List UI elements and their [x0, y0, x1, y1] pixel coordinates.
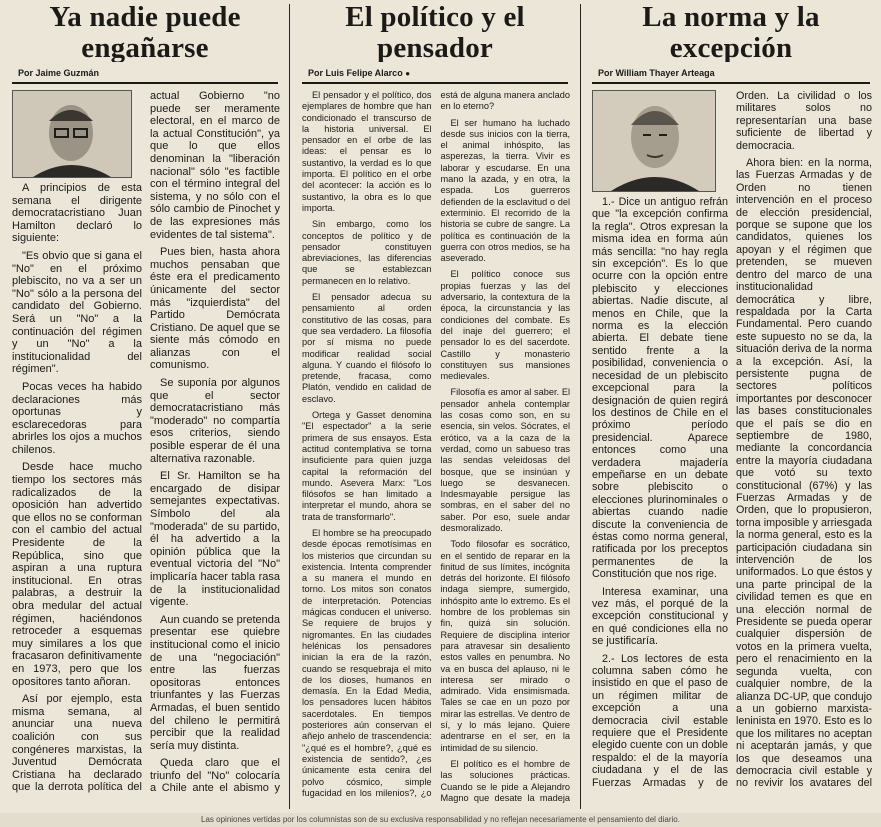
article-paragraph: Pues bien, hasta ahora muchos pensaban que éste era el predicamento únicamente del sector más "izquierdista" del Partido Demócrata Cristiano. De aquel que se siente más cómodo en alianzas con el comunismo. [150, 246, 280, 372]
author-photo [12, 90, 132, 178]
article-paragraph: Ahora bien: en la norma, las Fuerzas Armadas y de Orden no tienen intervención en el proceso de elección presidencial, porque se supone que los candidatos, quienes los apoyan y el régimen que pretenden, se mueven dentro del marco de una institucionalidad democrática y libre, respaldada por la Carta Fundamental. Pero cuando este supuesto no se da, la situación deriva de la norma a la excepción. Así, la persistente pugna de sectores políticos importantes por desconocer las bases constitucionales que el país se dio en septiembre de 1980, mediante la concordancia entre la mayoría ciudadana que votó su texto constitucional (67%) y las Fuerzas Armadas y de Orden, que lo propusieron, torna imposible y arriesgada la norma general, esto es la participación ciudadana sin intervención de los uniformados. Lo que éstos y una parte principal de la civilidad temen es que en una elección normal de Presidente se pueda operar cualquier dispersión de votos en la primera vuelta, pero el renacimiento en la segunda vuelta, con cualquier nombre, de la alianza DC-UP, que condujo a un gobierno marxista-leninista en 1970. Esto es lo que los militares no aceptan ni aceptarán jamás, y que los que deseamos una democracia civil estable y no revivir los avatares del [736, 157, 872, 790]
article-body [6, 90, 284, 802]
article-paragraph: El político es el hombre de las soluciones prácticas. Cuando se le pide a Alejandro Magno que desate la madeja [440, 758, 570, 803]
column-rule [580, 4, 581, 809]
article-body [586, 90, 876, 796]
article-paragraph: Desde hace mucho tiempo los sectores más radicalizados de la oposición han advertido que ellos no se conforman con el cambio del actual Presidente de la República, sino que aspiran a una ruptura institucional. En otras palabras, a destruir la obra medular del actual régimen, haciéndonos retroceder a esquemas muy similares a los que fracasaron definitivamente en 1973, pero que los opositores tanto añoran. [12, 461, 142, 688]
article-paragraph: El Sr. Hamilton se ha encargado de disipar semejantes expectativas. Símbolo del ala "moderada" de su partido, él ha advertido a la opinión pública que la eventual victoria del "No" implicaría hacer tabla rasa de la institucionalidad vigente. [150, 470, 280, 609]
article-paragraph: Interesa examinar, una vez más, el porqué de la excepción constitucional y en qué condiciones ella no se justificaría. [592, 585, 728, 648]
divider [12, 82, 278, 84]
byline-line [308, 68, 574, 78]
divider [302, 82, 568, 84]
paragraphs [592, 90, 876, 796]
article-paragraph: El político conoce sus propias fuerzas y las del adversario, la contextura de la época, la circunstancia y las condiciones del combate. Es del inaje del guerrero; el pensador lo es del sacerdote. Castillo y monasterio constituyen sus mansiones medievales. [440, 269, 570, 382]
article-body [296, 90, 574, 805]
article-paragraph: 1.- Dice un antiguo refrán que "la excepción confirma la regla". Otros expresan la misma idea en forma aún más sencilla: "no hay regla sin excepción". Es lo que ocurre con la opción entre plebiscito y elecciones abiertas. Nadie discute, al menos en Chile, que la norma es la elección abierta. El debate tiene sentido frente a la posibilidad, conveniencia o necesidad de un plebiscito excepcional para la designación de quien regirá los destinos de Chile en el próximo período presidencial. Aparece entonces como una verdadera majadería empeñarse en un debate sobre plebiscito o elecciones plurinominales o abiertas cuando nadie discute la conveniencia de éstas como norma general, ratificada por los preceptos permanentes de la Constitución que nos rige. [592, 196, 728, 581]
page-footer-disclaimer: Las opiniones vertidas por los columnistas son de su exclusiva responsabilidad y no reflejan necesariamente el pensamiento del diario. [0, 813, 881, 827]
article-paragraph: Se suponía por algunos que el sector democratacristiano más "moderado" no compartía esos criterios, siendo posible esperar de él una alternativa razonable. [150, 377, 280, 465]
article-paragraph: Todo filosofar es socrático, en el sentido de reparar en la finitud de sus límites, incógnita detrás del horizonte. El filósofo indaga siempre, sumergido, inhóspito ante lo extremo. Es el hombre de los problemas sin fin, quizá sin solución. Requiere de disciplina interior para atravesar sin desaliento estos valles en penumbra. No va en busca del aplauso, ni le interesa ser mirado o admirado. Vida ensimismada. Tales se cae en un pozo por mirar las estrellas. Ve dentro de sí, y lo más lejano. Quiere adentrarse en el ser, en la intimidad de su silencio. [440, 539, 570, 753]
article-paragraph: Sin embargo, como los conceptos de político y de pensador constituyen abreviaciones, las diferencias que se establezcan permanecen en lo relativo. [302, 219, 432, 286]
divider [592, 82, 870, 84]
article-guzman [6, 0, 284, 812]
article-alarco [296, 0, 574, 812]
headline: El político y el pensador [345, 1, 525, 62]
article-paragraph: "Es obvio que si gana el "No" en el próximo plebiscito, no va a ser un "No" sólo a la persona del candidato del Gobierno. Será un "No" a la continuación del régimen y un "No" a la institucionalidad del régimen". [12, 249, 142, 376]
article-paragraph: Así por ejemplo, esta misma semana, al anunciar una nueva coalición con sus congéneres marxistas, la Juventud Demócrata Cristiana ha declarado que la derrota política del actual Gobierno "no puede ser meramente electoral, en el marco de la actual Constitución", ya que lo que ellos denominan la "liberación nacional" sólo "es factible con el término integral del sistema, y no sólo con el sólo cambio de Pinochet y de las expresiones más evidentes de tal sistema". [12, 90, 280, 794]
article-paragraph: El ser humano ha luchado desde sus inicios con la tierra, el animal inhóspito, las asperezas, la tierra. Vivir es laborar y escudarse. En una mano la azada, y en otra, la espada. Los guerreros defienden de la esclavitud o del exterminio. El recorrido de la historia se cubre de sangre. La política es continuación de la guerra con otros medios, se ha aseverado. [440, 117, 570, 264]
article-paragraph: Aun cuando se pretenda presentar ese quiebre institucional como el inicio de una "negociación" entre las fuerzas opositoras entonces triunfantes y las Fuerzas Armadas, el buen sentido del chileno le permitirá percibir que la realidad sería muy distinta. [150, 613, 280, 752]
article-paragraph: Queda claro que el triunfo del "No" colocaría a Chile ante el abismo y [150, 757, 280, 795]
article-paragraph: Ortega y Gasset denomina "El espectador" a la serie primera de sus ensayos. Esta actitud contemplativa se torna insuficiente para quien juzga capital la reformación del mundo. Asevera Marx: "Los filósofos se han limitado a interpretar el mundo, ahora se trata de transformarlo". [302, 410, 432, 522]
article-paragraph: Pocas veces ha habido declaraciones más oportunas y esclarecedoras para abrirles los ojos a muchos chilenos. [12, 380, 142, 456]
byline-mark: ● [405, 69, 411, 78]
byline: Por Luis Felipe Alarco [308, 68, 403, 78]
article-thayer [586, 0, 876, 812]
headline: Ya nadie puede engañarse [49, 1, 241, 62]
paragraphs [12, 90, 284, 802]
article-paragraph: El pensador adecua su pensamiento al orden constitutivo de las cosas, para que sea verdadero. La filosofía por sí misma no puede modificar realidad social alguna. Y cuando el filósofo lo pretende, fracasa, como Platón, vendido en calidad de esclavo. [302, 292, 432, 404]
headline: La norma y la excepción [642, 1, 820, 62]
article-paragraph: 2.- Los lectores de esta columna saben cómo he insistido en que el paso de un régimen militar de excepción a una democracia civil estable requiere que el Presidente elegido cuente con un doble respaldo: el de la mayoría ciudadana y el de las Fuerzas Armadas y de Orden. La civilidad o los militares solos no representarían una base suficiente de libertad y democracia. [592, 90, 872, 789]
author-photo [592, 90, 716, 192]
article-paragraph: A principios de esta semana el dirigente democratacristiano Juan Hamilton declaró lo siguiente: [12, 182, 142, 245]
byline: Por William Thayer Arteaga [598, 68, 715, 78]
article-paragraph: Filosofía es amor al saber. El pensador anhela contemplar las cosas como son, en su esencia, sin velos. Sócrates, el erótico, va a la caza de la verdad, como un sabueso tras las sendas veleidosas del bosque, que se insinúan y luego se desvanecen. Indesmayable persigue las sombras, en el saber del no saber. Por eso, suele andar desmoralizado. [440, 387, 570, 533]
paragraphs [302, 90, 574, 805]
column-rule [289, 4, 290, 809]
article-paragraph: El hombre se ha preocupado desde épocas remotísimas en los misterios que circundan su existencia. Intenta comprender a su manera el mundo en torno. Los mitos son conatos de interpretación. Potencias mágicas conducen el universo. Se requiere de brujos y nigromantes. En las ciudades helénicas los pensadores inician la era de la razón, cuando se resquebraja el mito de los dioses, humanos en demasía. En la Edad Media, los pensadores lucen hábitos sacerdotales. En tiempos posteriores aún conservan el añejo anhelo de trascendencia: "¿qué es el hombre?, ¿qué es existencia de sentido?, ¿es únicamente esta cenira del polvo cósmico, simple fugacidad en los milenios?, ¿o está de alguna manera anclado en lo eterno? [302, 90, 570, 798]
byline: Por Jaime Guzmán [18, 68, 100, 78]
article-paragraph: El pensador y el político, dos ejemplares de hombre que han condicionado el transcurso de la historia universal. El pensador en el orbe de las ideas: el pensar es lo sustantivo, la verdad es lo que importa. El político en el orbe del acontecer: la acción es lo sustantivo, la obra es lo que importa. [302, 90, 432, 213]
